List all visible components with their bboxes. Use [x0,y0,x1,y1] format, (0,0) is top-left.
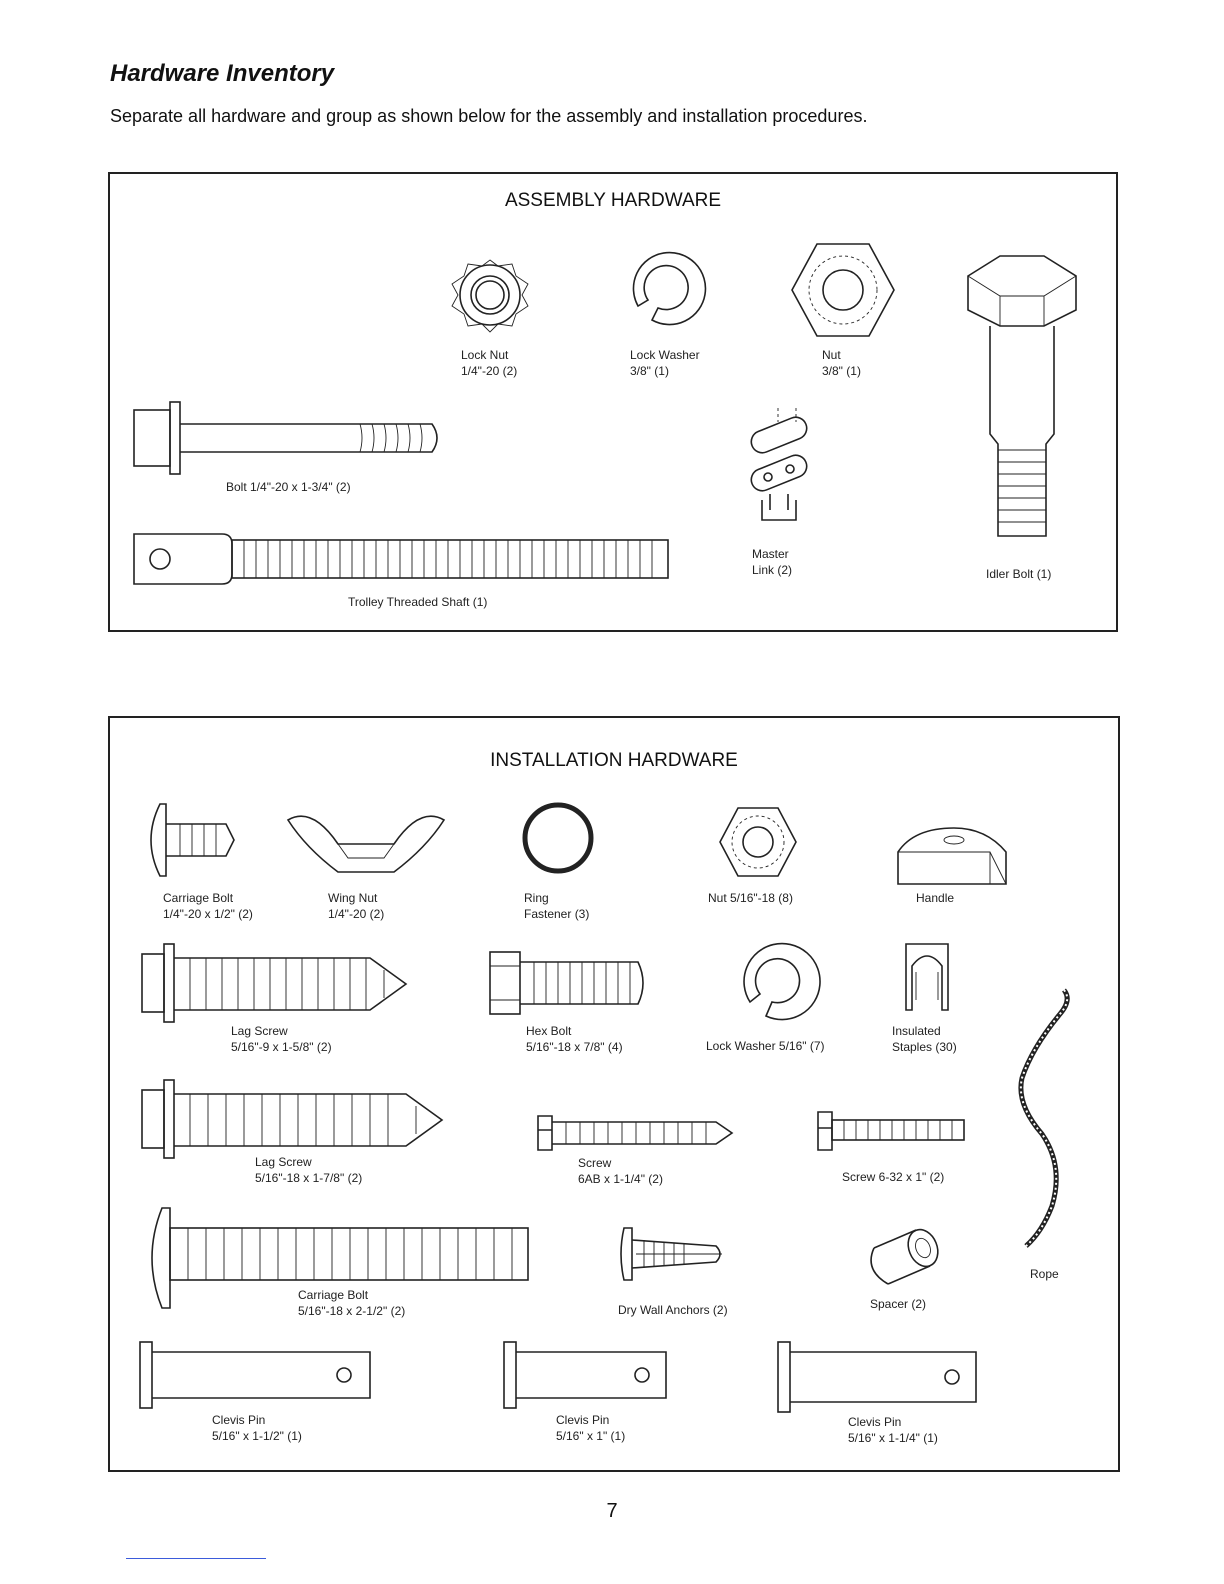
screw-6ab-illustration [536,1110,736,1154]
lock-nut-name: Lock Nut [461,348,509,362]
carriage-bolt-small-spec: 1/4"-20 x 1/2" (2) [163,907,253,921]
nut-spec: 3/8" (1) [822,364,861,378]
ring-fastener-spec: Fastener (3) [524,907,590,921]
trolley-threaded-shaft-label: Trolley Threaded Shaft (1) [348,595,488,609]
handle-label: Handle [916,891,955,905]
handle-illustration [894,826,1010,888]
master-link-illustration [744,408,814,528]
carriage-bolt-small-name: Carriage Bolt [163,891,234,905]
nut-name: Nut [822,348,841,362]
dry-wall-anchor-illustration [616,1226,728,1282]
hex-bolt-illustration [488,950,652,1016]
insulated-staples-illustration [900,940,954,1012]
bolt-quarter-label: Bolt 1/4"-20 x 1-3/4" (2) [226,480,351,494]
idler-bolt-label: Idler Bolt (1) [986,567,1052,581]
hex-bolt-spec: 5/16"-18 x 7/8" (4) [526,1040,623,1054]
insulated-staples-spec: Staples (30) [892,1040,957,1054]
lock-washer-5-16-illustration [732,938,822,1028]
nut-5-16-label: Nut 5/16"-18 (8) [708,891,793,905]
lag-screw-long-spec: 5/16"-18 x 1-7/8" (2) [255,1171,363,1185]
dry-wall-anchor-label: Dry Wall Anchors (2) [618,1303,728,1317]
insulated-staples-name: Insulated [892,1024,941,1038]
carriage-bolt-small-illustration [140,802,240,878]
spacer-label: Spacer (2) [870,1297,927,1311]
lock-nut-illustration [440,250,540,340]
screw-6ab-name: Screw [578,1156,612,1170]
footer-link-underline [126,1558,266,1559]
intro-text: Separate all hardware and group as shown below for the assembly and installation procedures. [110,106,868,126]
clevis-pin-short-name: Clevis Pin [556,1413,610,1427]
lock-washer-name: Lock Washer [630,348,700,362]
assembly-heading: ASSEMBLY HARDWARE [504,190,722,211]
lag-screw-long-name: Lag Screw [255,1155,312,1169]
ring-fastener-illustration [520,800,596,876]
wing-nut-spec: 1/4"-20 (2) [328,907,385,921]
trolley-threaded-shaft-illustration [132,524,672,594]
screw-6-32-illustration [816,1108,968,1152]
nut-5-16-illustration [718,806,798,878]
ring-fastener-name: Ring [524,891,549,905]
page-number: 7 [606,1500,618,1522]
lock-washer-5-16-label: Lock Washer 5/16" (7) [706,1039,825,1053]
lag-screw-short-name: Lag Screw [231,1024,288,1038]
clevis-pin-medium-illustration [776,1340,980,1414]
wing-nut-illustration [286,802,446,878]
wing-nut-name: Wing Nut [328,891,378,905]
bolt-quarter-illustration [132,400,444,476]
clevis-pin-medium-name: Clevis Pin [848,1415,902,1429]
screw-6ab-spec: 6AB x 1-1/4" (2) [578,1172,663,1186]
spacer-illustration [860,1226,940,1288]
lock-washer-illustration [618,244,708,334]
lag-screw-long-illustration [140,1076,446,1162]
hex-bolt-name: Hex Bolt [526,1024,572,1038]
lock-nut-spec: 1/4"-20 (2) [461,364,518,378]
clevis-pin-long-spec: 5/16" x 1-1/2" (1) [212,1429,302,1443]
carriage-bolt-long-name: Carriage Bolt [298,1288,369,1302]
lock-washer-spec: 3/8" (1) [630,364,669,378]
page-title: Hardware Inventory [110,60,335,87]
clevis-pin-medium-spec: 5/16" x 1-1/4" (1) [848,1431,938,1445]
nut-illustration [790,242,896,338]
rope-illustration [1012,988,1074,1252]
clevis-pin-long-name: Clevis Pin [212,1413,266,1427]
lag-screw-short-spec: 5/16"-9 x 1-5/8" (2) [231,1040,332,1054]
idler-bolt-illustration [960,254,1080,554]
master-link-name: Master [752,547,789,561]
installation-heading: INSTALLATION HARDWARE [490,750,738,771]
clevis-pin-short-spec: 5/16" x 1" (1) [556,1429,626,1443]
carriage-bolt-long-spec: 5/16"-18 x 2-1/2" (2) [298,1304,406,1318]
screw-6-32-label: Screw 6-32 x 1" (2) [842,1170,945,1184]
master-link-spec: Link (2) [752,563,793,577]
lag-screw-short-illustration [140,940,412,1026]
clevis-pin-short-illustration [502,1340,670,1410]
rope-label: Rope [1030,1267,1059,1281]
clevis-pin-long-illustration [138,1340,374,1410]
